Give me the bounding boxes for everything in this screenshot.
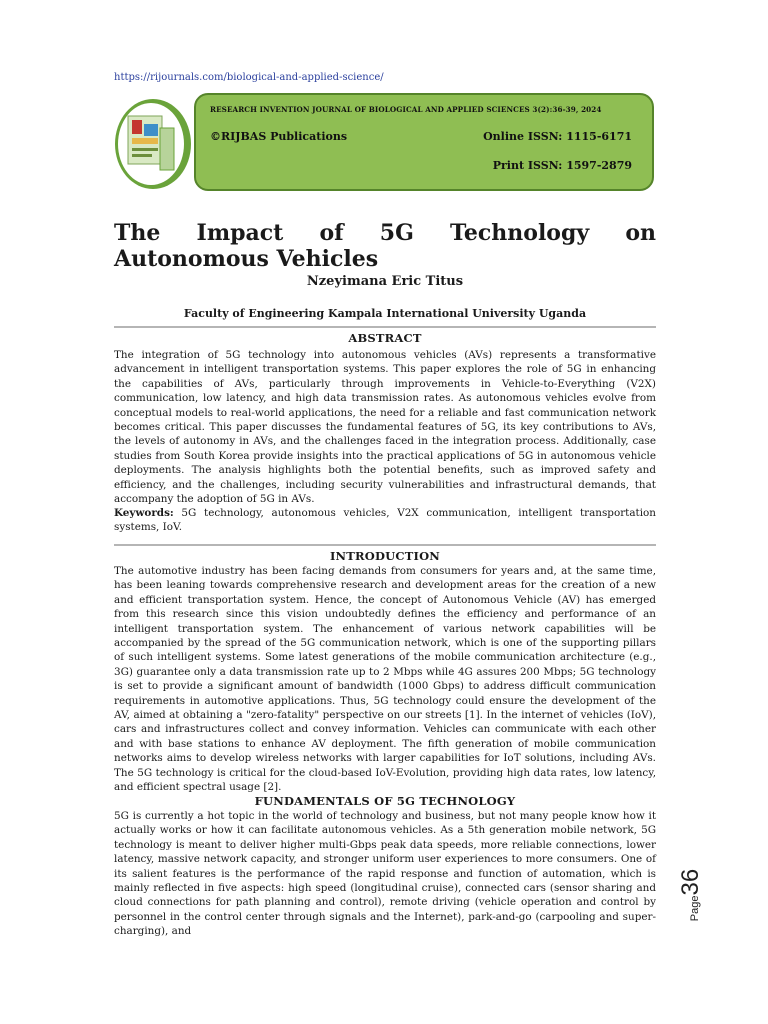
journal-url[interactable]: https://rijournals.com/biological-and-applied-science/ [114, 72, 384, 83]
online-issn: Online ISSN: 1115-6171 [483, 130, 632, 143]
divider [114, 544, 656, 546]
fundamentals-heading: FUNDAMENTALS OF 5G TECHNOLOGY [254, 794, 516, 808]
journal-name: RESEARCH INVENTION JOURNAL OF BIOLOGICAL AND APPLIED SCIENCES 3(2):36-39, 2024 [210, 105, 602, 114]
page-label: Page [689, 895, 701, 922]
introduction-text: The automotive industry has been facing demands from consumers for years and, at the same time, has been leaning towards comprehensive research and development areas for the creation of a new and efficient transportation system. Hence, the concept of Autonomous Vehicle (AV) has emerged from this research since this vision undoubtedly defines the efficiency and performance of an intelligent transportation system. The enhancement of various network capabilities will be accompanied by the spread of the 5G communication network, which is one of the supporting pillars of such intelligent systems. Some latest generations of the mobile communication architecture (e.g., 3G) guarantee only a data transmission rate up to 2 Mbps while 4G assures 200 Mbps; 5G technology is set to provide a significant amount of bandwidth (1000 Gbps) to address difficult communication requirements in automotive applications. Thus, 5G technology could ensure the development of the AV, aimed at obtaining a "zero-fatality" perspective on our streets [1]. In the internet of vehicles (IoV), cars and infrastructures collect and convey information. Vehicles can communicate with each other and with base stations to enhance AV deployment. The fifth generation of mobile communication networks aims to develop wireless networks with larger capabilities for IoT solutions, including AVs. The 5G technology is critical for the cloud-based IoV-Evolution, providing high data rates, low latency, and efficient spectral usage [2]. [114, 565, 656, 794]
article-title: The Impact of 5G Technology on Autonomous Vehicles [114, 220, 656, 272]
introduction-heading: INTRODUCTION [329, 549, 441, 563]
page-number [677, 865, 747, 925]
journal-cover-logo [114, 98, 192, 190]
abstract-heading: ABSTRACT [348, 331, 422, 345]
keywords-label: Keywords: [114, 507, 174, 519]
author-affiliation: Faculty of Engineering Kampala International University Uganda [183, 307, 587, 320]
keywords-list: 5G technology, autonomous vehicles, V2X communication, intelligent transportation systems, IoV. [114, 507, 656, 534]
page-digits: 36 [677, 868, 704, 896]
publisher: ©RIJBAS Publications [210, 130, 348, 143]
abstract-text: The integration of 5G technology into autonomous vehicles (AVs) represents a transformative advancement in intelligent transportation systems. This paper explores the role of 5G in enhancing the capabilities of AVs, particularly through improvements in Vehicle-to-Everything (V2X) communication, low latency, and high data transmission rates. As autonomous vehicles evolve from conceptual models to real-world applications, the need for a reliable and fast communication network becomes critical. This paper discusses the fundamental features of 5G, its key contributions to AVs, the levels of autonomy in AVs, and the challenges faced in the integration process. Additionally, case studies from South Korea provide insights into the practical applications of 5G in autonomous vehicle deployments. The analysis highlights both the potential benefits, such as improved safety and efficiency, and the challenges, including security vulnerabilities and infrastructural demands, that accompany the adoption of 5G in AVs. [114, 349, 656, 506]
print-issn: Print ISSN: 1597-2879 [492, 159, 632, 172]
divider [114, 326, 656, 328]
author-name: Nzeyimana Eric Titus [306, 274, 464, 289]
keywords [114, 506, 656, 535]
journal-banner [194, 93, 654, 191]
fundamentals-text: 5G is currently a hot topic in the world of technology and business, but not many people know how it actually works or how it can facilitate autonomous vehicles. As a 5th generation mobile network, 5G technology is meant to deliver higher multi-Gbps peak data speeds, more reliable connections, lower latency, massive network capacity, and stronger uniform user experiences to more consumers. One of its salient features is the performance of the rapid response and function of automation, which is mainly reflected in five aspects: high speed (longitudinal cruise), connected cars (sensor sharing and cloud connections for path planning and control), remote driving (vehicle operation and control by personnel in the control center through signals and the Internet), park-and-go (carpooling and super-charging), and [114, 810, 656, 938]
